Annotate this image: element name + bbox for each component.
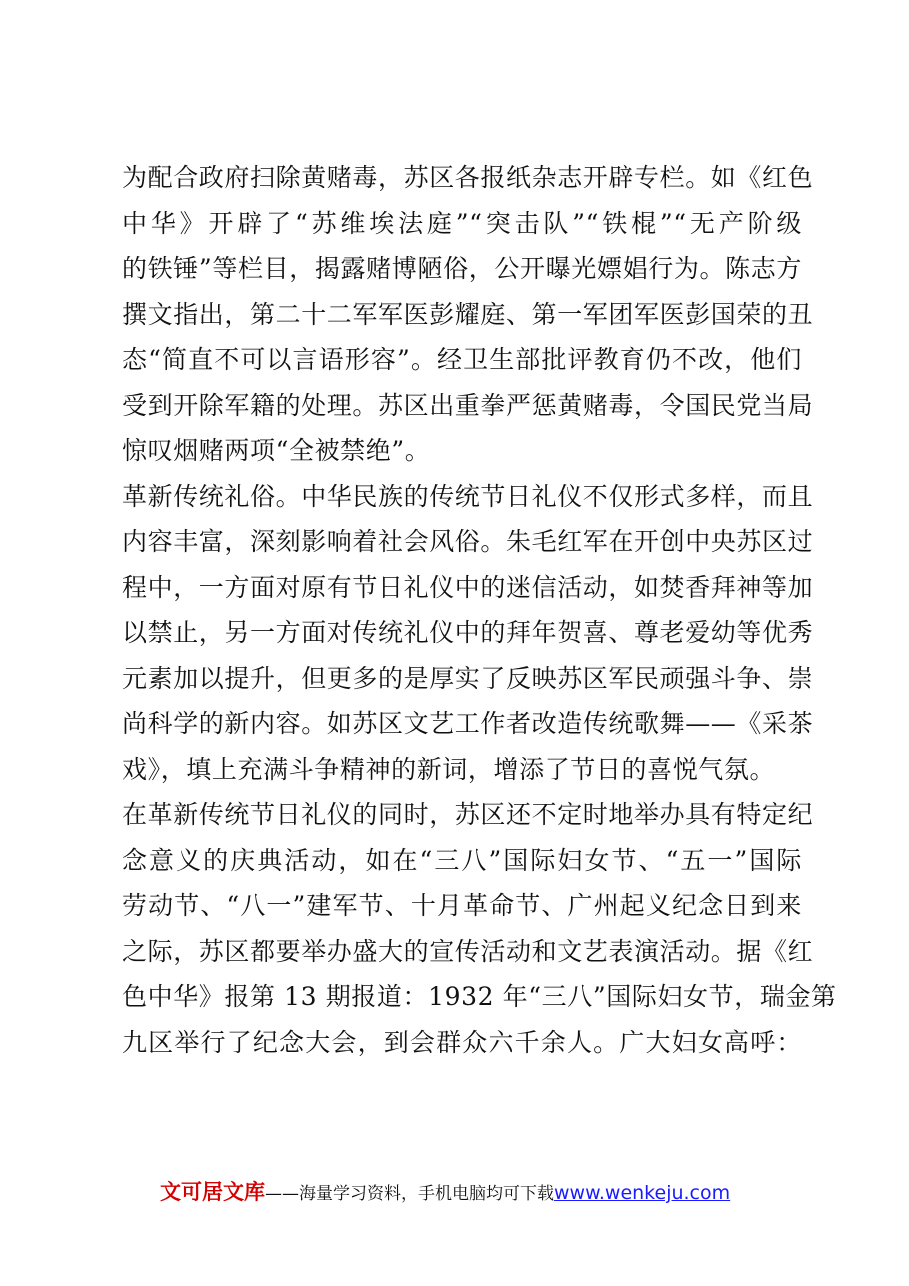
- text-line: 之际，苏区都要举办盛大的宣传活动和文艺表演活动。据《红: [122, 936, 814, 966]
- text-line: 元素加以提升，但更多的是厚实了反映苏区军民顽强斗争、崇: [122, 663, 814, 693]
- text-line: 尚科学的新内容。如苏区文艺工作者改造传统歌舞——《采茶: [122, 709, 814, 738]
- website-link[interactable]: www.wenkeju.com: [554, 1182, 731, 1204]
- text-line: 态“简直不可以言语形容”。经卫生部批评教育仍不改，他们: [122, 345, 802, 374]
- text-line: 的铁锤”等栏目，揭露赌博陋俗，公开曝光嫖娼行为。陈志方: [122, 254, 802, 283]
- text-line: 色中华》报第 13 期报道：1932 年“三八”国际妇女节，瑞金第: [122, 982, 837, 1011]
- text-line: 撰文指出，第二十二军军医彭耀庭、第一军团军医彭国荣的丑: [122, 299, 814, 329]
- brand-name: 文可居文库: [160, 1180, 265, 1204]
- text-line: 惊叹烟赌两项“全被禁绝”。: [122, 436, 431, 465]
- footer-banner: [160, 1176, 800, 1212]
- footer-tagline: ——海量学习资料，手机电脑均可下载: [265, 1184, 554, 1204]
- text-line: 受到开除军籍的处理。苏区出重拳严惩黄赌毒，令国民党当局: [122, 390, 814, 420]
- text-line: 以禁止，另一方面对传统礼仪中的拜年贺喜、尊老爱幼等优秀: [122, 618, 814, 647]
- text-line: 戏》，填上充满斗争精神的新词，增添了节日的喜悦气氛。: [122, 754, 776, 784]
- text-line: 劳动节、“八一”建军节、十月革命节、广州起义纪念日到来: [122, 891, 802, 920]
- text-line: 中华》开辟了“苏维埃法庭”“突击队”“铁棍”“无产阶级: [122, 208, 802, 238]
- text-line: 在革新传统节日礼仪的同时，苏区还不定时地举办具有特定纪: [122, 800, 814, 829]
- text-line: 念意义的庆典活动，如在“三八”国际妇女节、“五一”国际: [122, 845, 802, 875]
- text-line: 革新传统礼俗。中华民族的传统节日礼仪不仅形式多样，而且: [122, 481, 814, 511]
- body-text: [122, 155, 837, 1065]
- text-line: 为配合政府扫除黄赌毒，苏区各报纸杂志开辟专栏。如《红色: [122, 163, 814, 192]
- text-line: 九区举行了纪念大会，到会群众六千余人。广大妇女高呼：: [122, 1027, 802, 1057]
- text-line: 内容丰富，深刻影响着社会风俗。朱毛红军在开创中央苏区过: [122, 527, 814, 556]
- text-line: 程中，一方面对原有节日礼仪中的迷信活动，如焚香拜神等加: [122, 572, 814, 602]
